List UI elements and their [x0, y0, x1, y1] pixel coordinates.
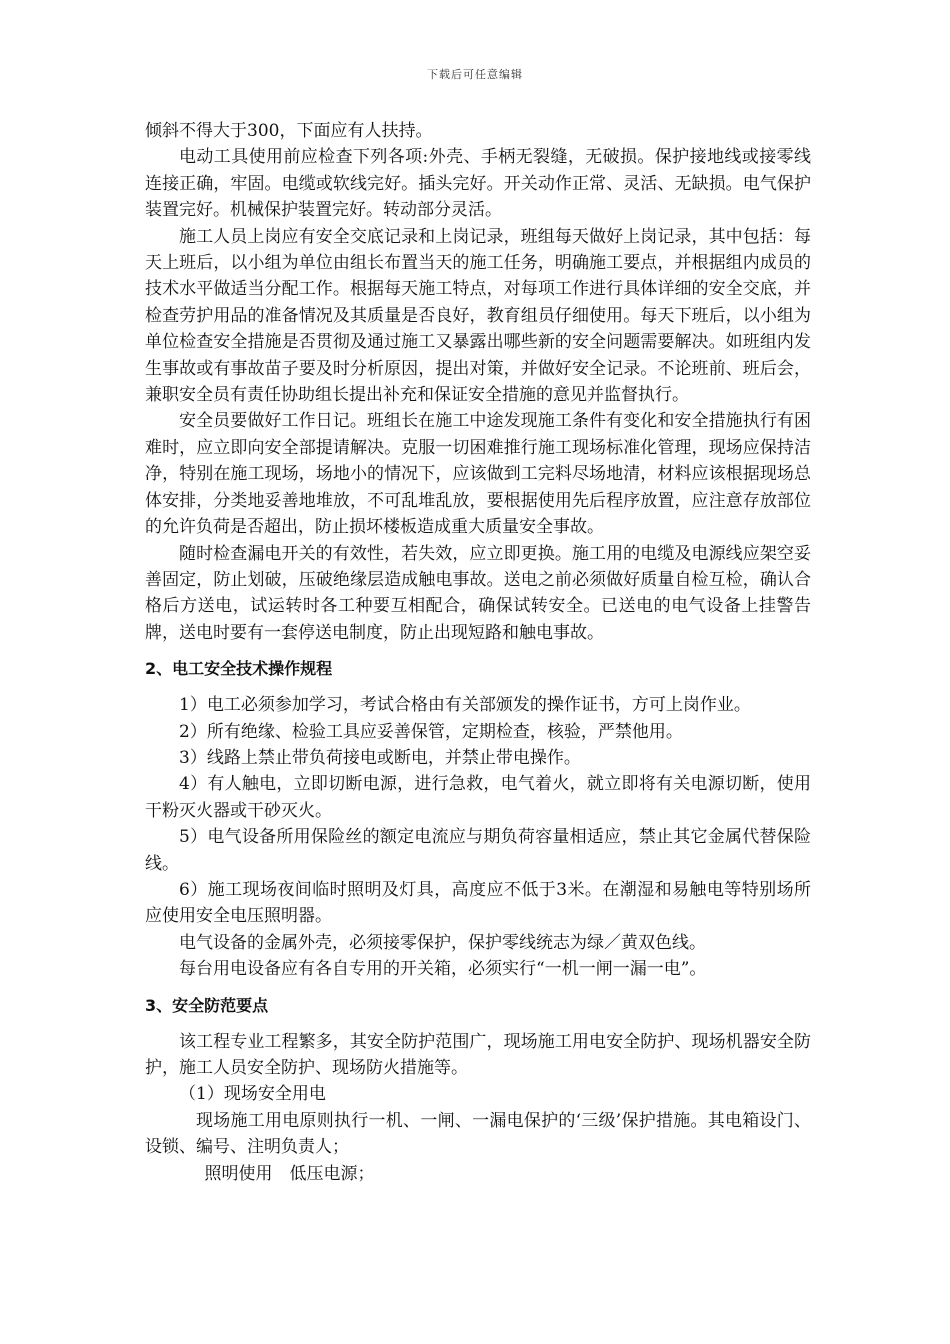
paragraph: 施工人员上岗应有安全交底记录和上岗记录，班组每天做好上岗记录，其中包括：每天上班后，以小组为单位由组长布置当天的施工任务，明确施工要点，并根据组内成员的技术水平做适当分配工作。根据每天施工特点，对每项工作进行具体详细的安全交底，并检查劳护用品的准备情况及其质量是否良好，教育组员仔细使用。每天下班后，以小组为单位检查安全措施是否贯彻及通过施工又暴露出哪些新的安全问题需要解决。如班组内发生事故或有事故苗子要及时分析原因，提出对策，并做好安全记录。不论班前、班后会，兼职安全员有责任协助组长提出补充和保证安全措施的意见并监督执行。	[145, 226, 811, 406]
paragraph: 照明使用 低压电源；	[204, 1163, 375, 1184]
list-item: 2）所有绝缘、检验工具应妥善保管，定期检查，核验，严禁他用。	[179, 721, 683, 742]
section-heading-2: 2、电工安全技术操作规程	[145, 659, 333, 679]
list-item: 1）电工必须参加学习，考试合格由有关部颁发的操作证书，方可上岗作业。	[179, 695, 751, 716]
paragraph: 倾斜不得大于300，下面应有人扶持。	[145, 121, 433, 141]
page-header: 下载后可任意编辑	[427, 68, 523, 81]
paragraph: 该工程专业工程繁多，其安全防护范围广，现场施工用电安全防护、现场机器安全防护，施工人员安全防护、现场防火措施等。	[145, 1031, 811, 1078]
list-item: 3）线路上禁止带负荷接电或断电，并禁止带电操作。	[179, 747, 581, 768]
paragraph: 安全员要做好工作日记。班组长在施工中途发现施工条件有变化和安全措施执行有困难时，应立即向安全部提请解决。克服一切困难推行施工现场标准化管理，现场应保持洁净，特别在施工现场，场地小的情况下，应该做到工完料尽场地清，材料应该根据现场总体安排，分类地妥善地堆放，不可乱堆乱放，要根据使用先后程序放置，应注意存放部位的允许负荷是否超出，防止损坏楼板造成重大质量安全事故。	[145, 411, 811, 538]
paragraph: 现场施工用电原则执行一机、一闸、一漏电保护的‘三级’保护措施。其电箱设门、设锁、编号、注明负责人；	[145, 1110, 811, 1158]
section-heading-3: 3、安全防范要点	[145, 995, 269, 1015]
list-item: 6）施工现场夜间临时照明及灯具，高度应不低于3米。在潮湿和易触电等特别场所应使用安全电压照明器。	[145, 879, 811, 927]
list-item: 每台用电设备应有各自专用的开关箱，必须实行“一机一闸一漏一电”。	[179, 959, 707, 980]
paragraph: 电动工具使用前应检查下列各项:外壳、手柄无裂缝，无破损。保护接地线或接零线连接正确，牢固。电缆或软线完好。插头完好。开关动作正常、灵活、无缺损。电气保护装置完好。机械保护装置完好。转动部分灵活。	[145, 147, 811, 221]
paragraph: 随时检查漏电开关的有效性，若失效，应立即更换。施工用的电缆及电源线应架空妥善固定，防止划破，压破绝缘层造成触电事故。送电之前必须做好质量自检互检，确认合格后方送电，试运转时各工种要互相配合，确保试转安全。已送电的电气设备上挂警告牌，送电时要有一套停送电制度，防止出现短路和触电事故。	[145, 543, 811, 643]
list-item: 电气设备的金属外壳，必须接零保护，保护零线统志为绿／黄双色线。	[179, 932, 706, 953]
subsection-title: （1）现场安全用电	[179, 1084, 326, 1105]
list-item: 4）有人触电，立即切断电源，进行急救，电气着火，就立即将有关电源切断，使用干粉灭火器或干砂灭火。	[145, 774, 811, 821]
document-body	[145, 118, 811, 1187]
list-item: 5）电气设备所用保险丝的额定电流应与期负荷容量相适应，禁止其它金属代替保险线。	[145, 827, 811, 874]
